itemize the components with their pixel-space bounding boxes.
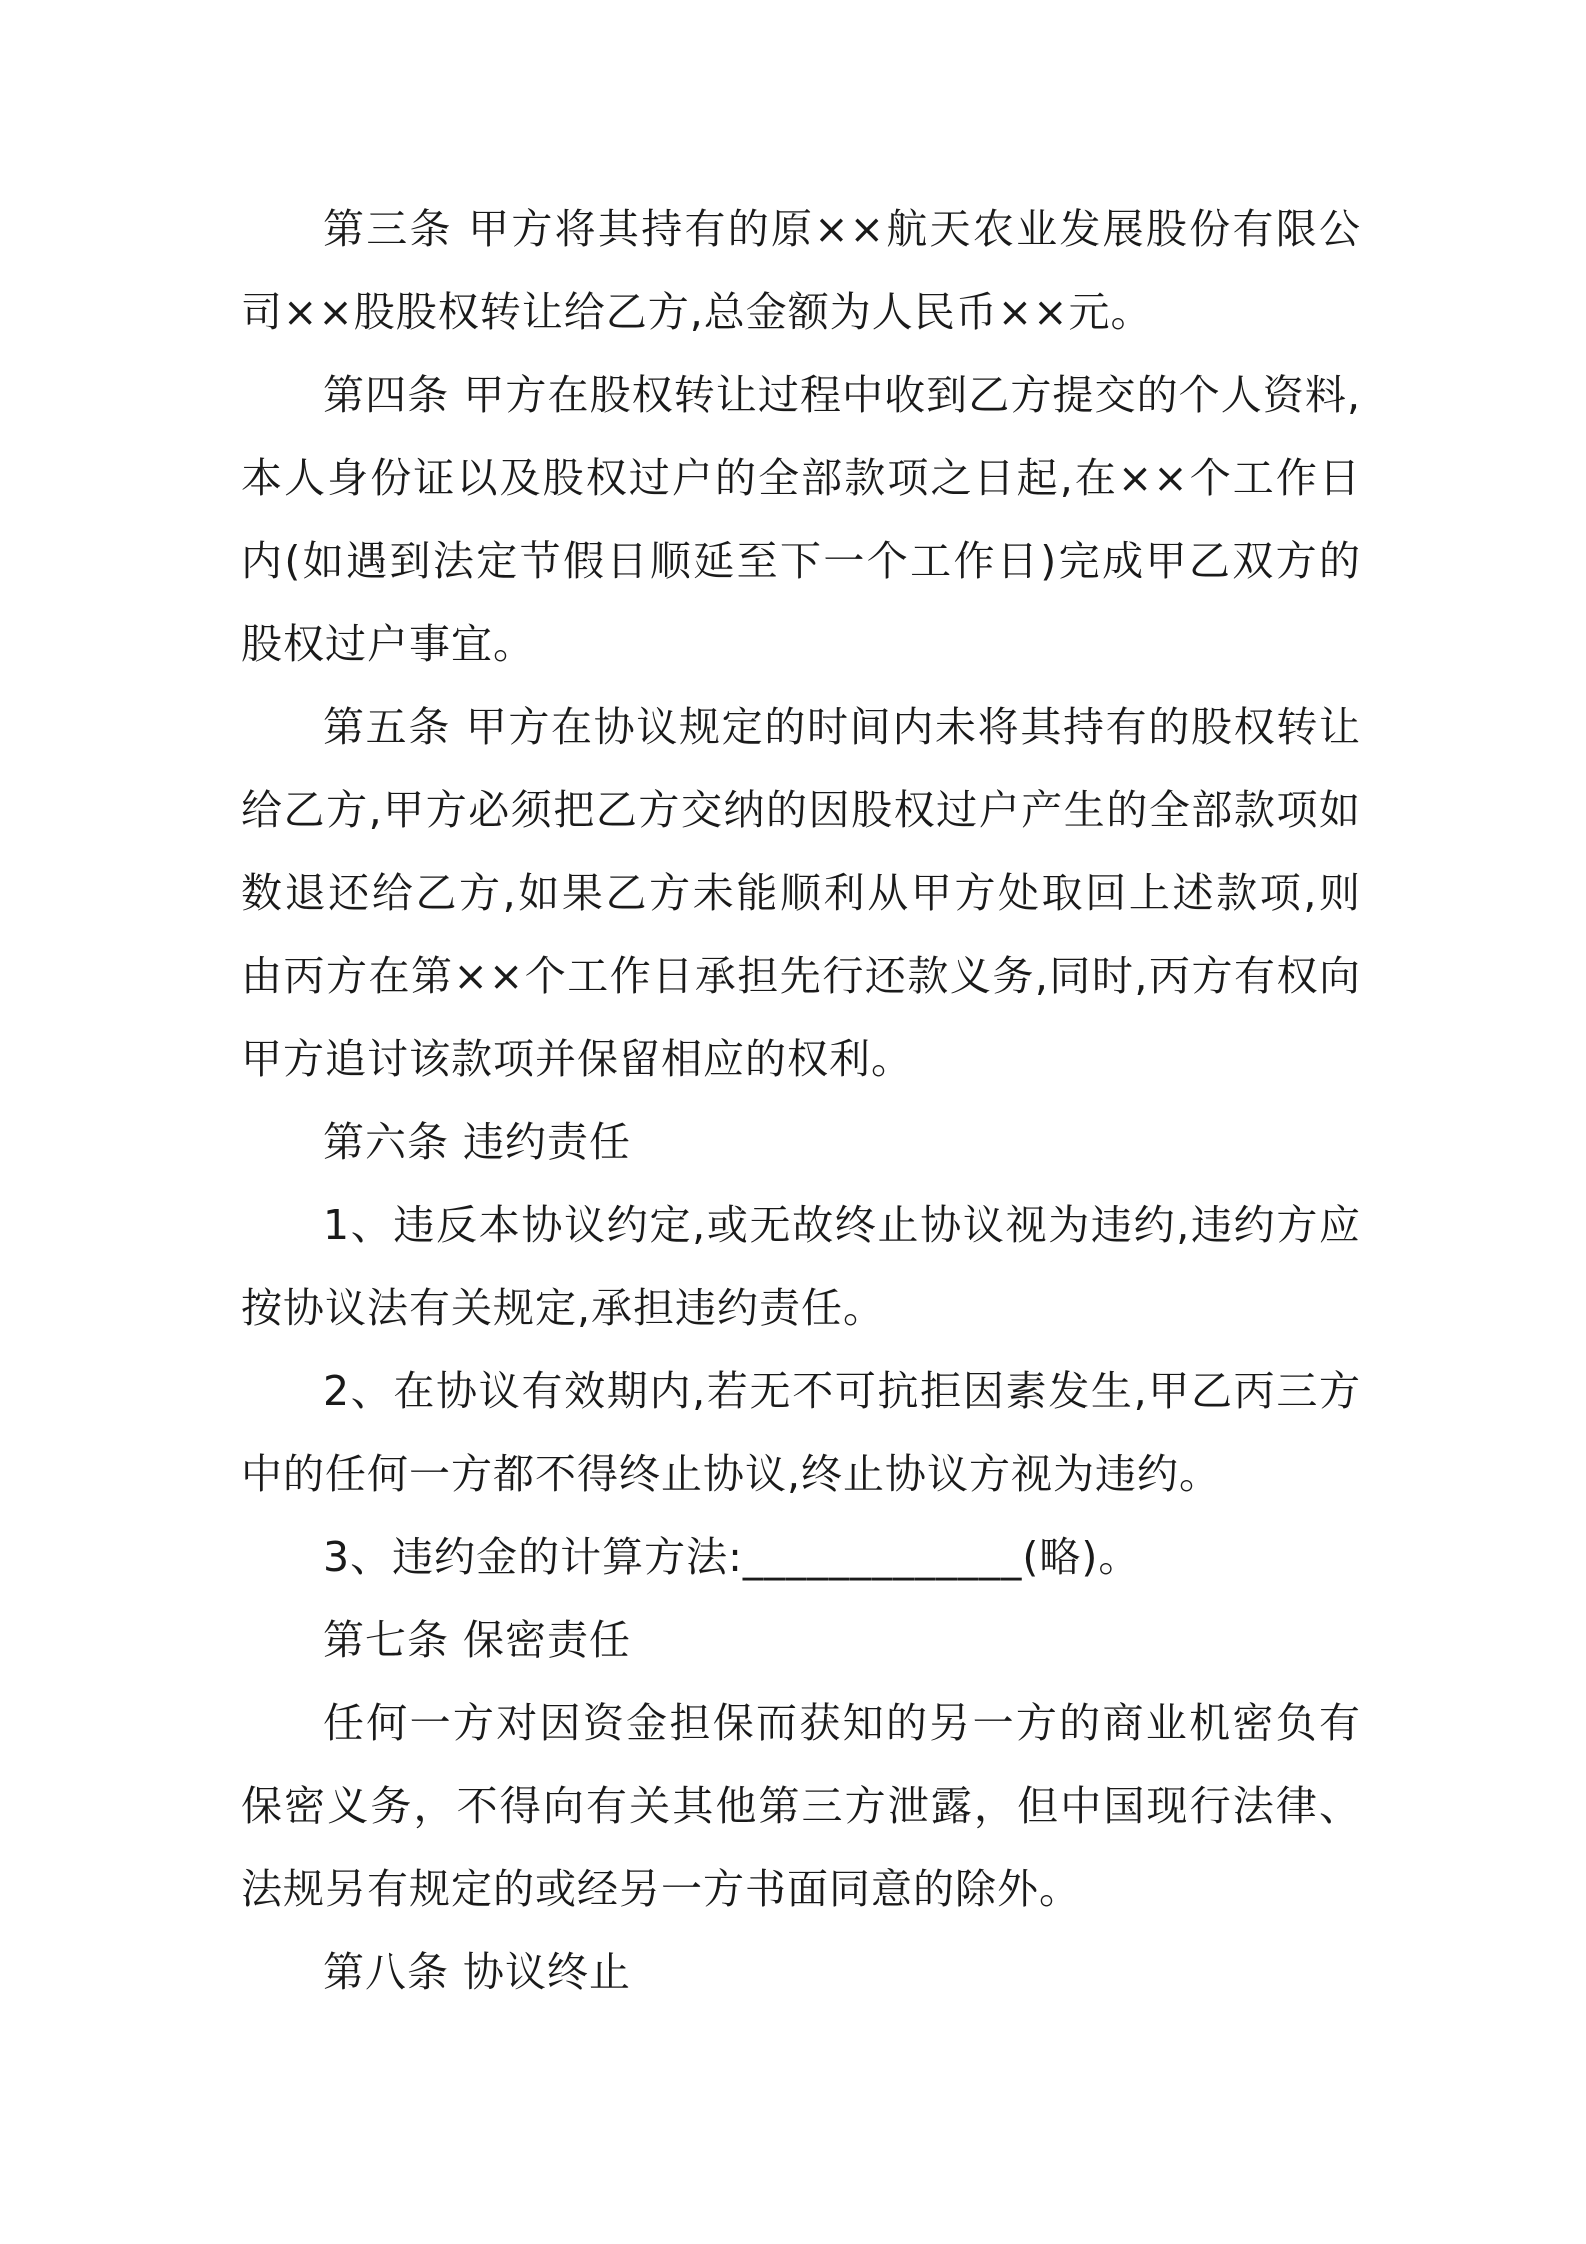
article-7-paragraph: 任何一方对因资金担保而获知的另一方的商业机密负有保密义务，不得向有关其他第三方泄露，但中国现行法律、法规另有规定的或经另一方书面同意的除外。 [241,1699,1361,1913]
article-8-heading: 第八条 协议终止 [323,1948,632,1996]
article-4-paragraph: 第四条 甲方在股权转让过程中收到乙方提交的个人资料,本人身份证以及股权过户的全部款项之日起,在××个工作日内(如遇到法定节假日顺延至下一个工作日)完成甲乙双方的股权过户事宜。 [241,371,1361,668]
document-body [241,188,1361,2014]
article-6-clause-3: 3、违约金的计算方法:_____________(略)。 [323,1533,1141,1581]
article-6-clause-2: 2、在协议有效期内,若无不可抗拒因素发生,甲乙丙三方中的任何一方都不得终止协议,终止协议方视为违约。 [241,1367,1361,1498]
article-5-paragraph: 第五条 甲方在协议规定的时间内未将其持有的股权转让给乙方,甲方必须把乙方交纳的因股权过户产生的全部款项如数退还给乙方,如果乙方未能顺利从甲方处取回上述款项,则由丙方在第××个工作日承担先行还款义务,同时,丙方有权向甲方追讨该款项并保留相应的权利。 [241,703,1361,1083]
article-6-clause-1: 1、违反本协议约定,或无故终止协议视为违约,违约方应按协议法有关规定,承担违约责任。 [241,1201,1361,1332]
article-7-heading: 第七条 保密责任 [323,1616,632,1664]
article-3-paragraph: 第三条 甲方将其持有的原××航天农业发展股份有限公司××股股权转让给乙方,总金额为人民币××元。 [241,205,1361,336]
article-6-heading: 第六条 违约责任 [323,1118,632,1166]
